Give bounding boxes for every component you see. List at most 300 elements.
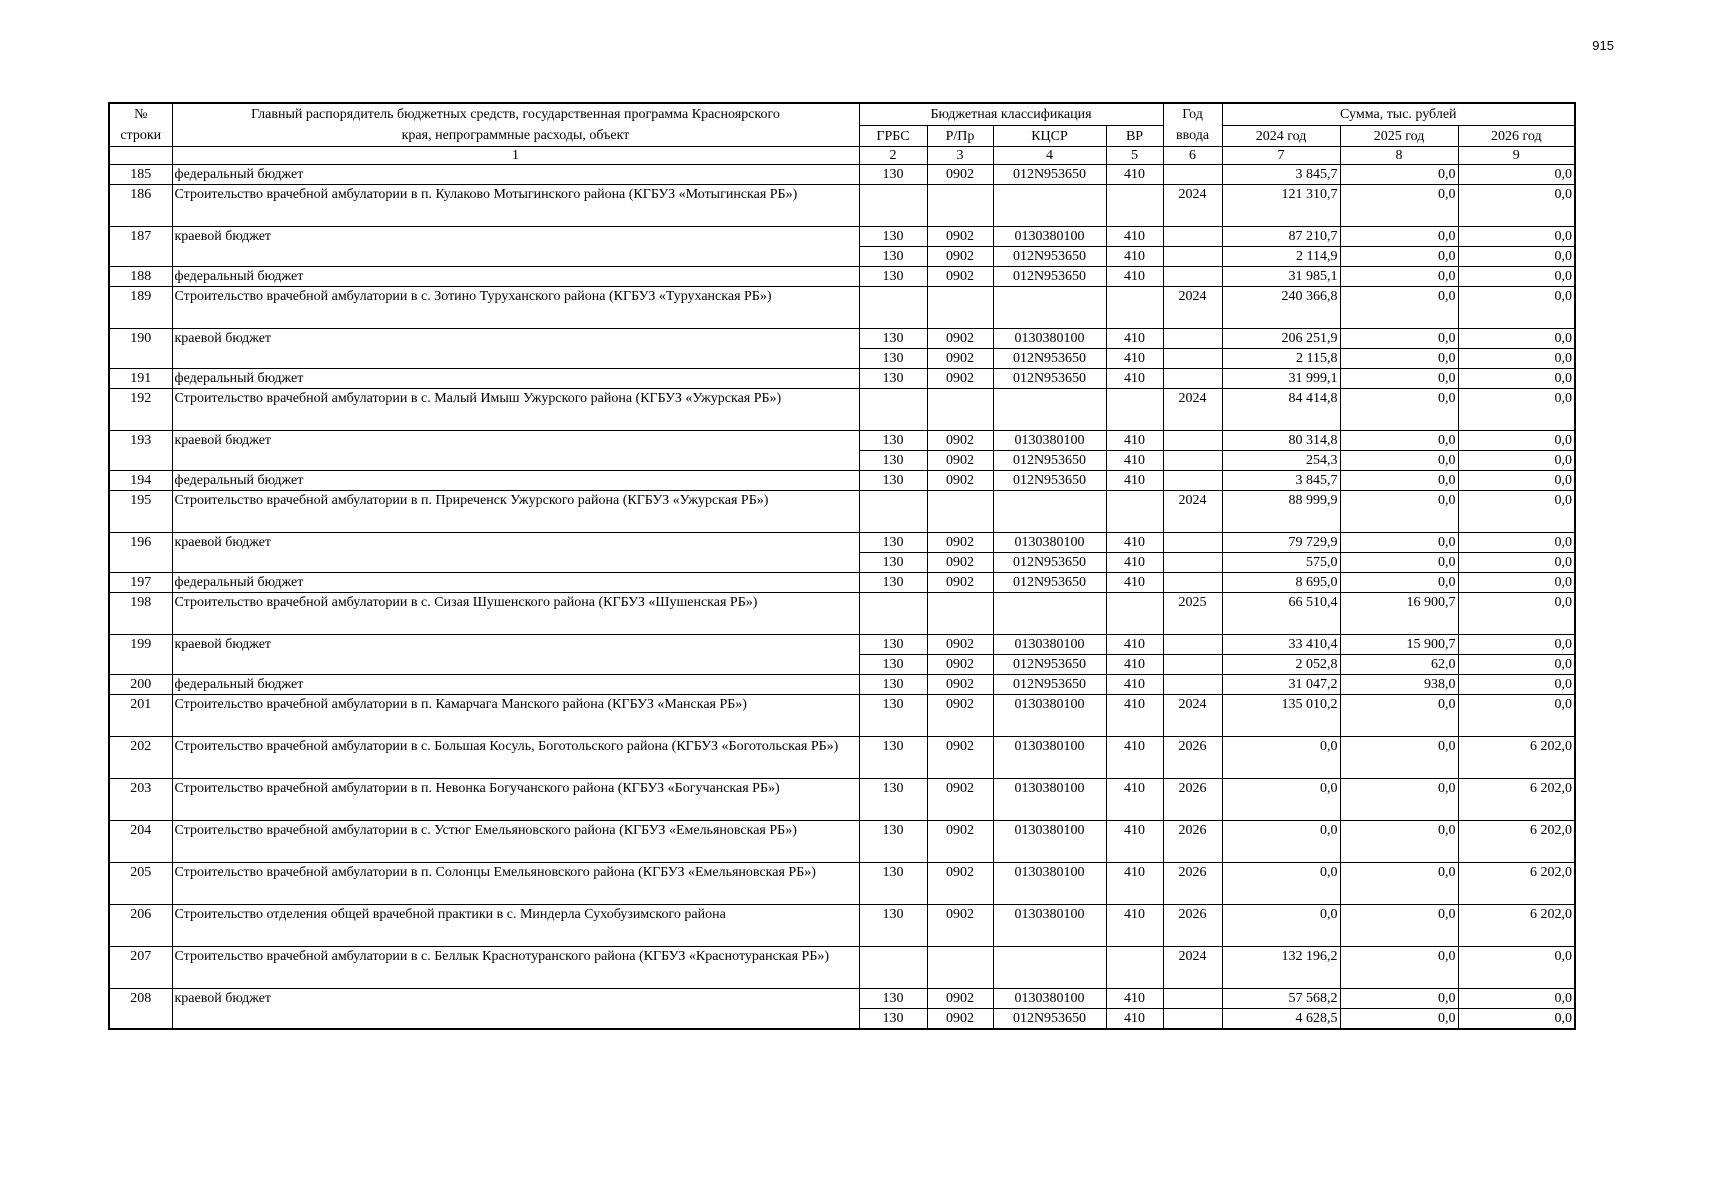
row-rp: 0902 [927, 695, 993, 737]
row-grbs: 130 [859, 737, 927, 779]
row-number: 208 [109, 989, 172, 1030]
row-name: федеральный бюджет [172, 369, 859, 389]
header-main-line1: Главный распорядитель бюджетных средств, государственная программа Красноярского [251, 107, 780, 122]
row-sum-2026: 0,0 [1458, 369, 1575, 389]
row-rp: 0902 [927, 267, 993, 287]
row-vr: 410 [1106, 451, 1163, 471]
row-grbs: 130 [859, 989, 927, 1009]
table-row [109, 675, 1575, 695]
row-sum-2025: 15 900,7 [1340, 635, 1458, 655]
row-name: федеральный бюджет [172, 267, 859, 287]
row-rp: 0902 [927, 737, 993, 779]
row-sum-2026: 0,0 [1458, 287, 1575, 329]
header-colnum-7: 7 [1222, 147, 1340, 165]
table-row [109, 695, 1575, 737]
row-rp: 0902 [927, 165, 993, 185]
row-name: краевой бюджет [172, 635, 859, 675]
row-year [1163, 227, 1222, 247]
row-sum-2024: 121 310,7 [1222, 185, 1340, 227]
row-sum-2026: 6 202,0 [1458, 821, 1575, 863]
table-row [109, 491, 1575, 533]
header-row-number-line1: № [134, 107, 148, 122]
row-rp: 0902 [927, 349, 993, 369]
table-row [109, 329, 1575, 349]
row-grbs [859, 491, 927, 533]
row-kcsr [993, 593, 1106, 635]
row-name: Строительство врачебной амбулатории в с. Устюг Емельяновского района (КГБУЗ «Емельяновская РБ») [172, 821, 859, 863]
row-rp [927, 593, 993, 635]
row-vr: 410 [1106, 533, 1163, 553]
row-sum-2025: 0,0 [1340, 349, 1458, 369]
row-year: 2024 [1163, 695, 1222, 737]
row-sum-2026: 0,0 [1458, 349, 1575, 369]
row-sum-2024: 0,0 [1222, 779, 1340, 821]
table-row [109, 165, 1575, 185]
row-vr: 410 [1106, 573, 1163, 593]
row-sum-2024: 206 251,9 [1222, 329, 1340, 349]
row-sum-2026: 0,0 [1458, 247, 1575, 267]
row-sum-2026: 0,0 [1458, 1009, 1575, 1030]
row-rp [927, 947, 993, 989]
row-sum-2025: 938,0 [1340, 675, 1458, 695]
row-sum-2025: 0,0 [1340, 267, 1458, 287]
row-sum-2024: 8 695,0 [1222, 573, 1340, 593]
row-sum-2024: 0,0 [1222, 863, 1340, 905]
row-sum-2024: 3 845,7 [1222, 165, 1340, 185]
row-sum-2026: 0,0 [1458, 185, 1575, 227]
row-sum-2025: 0,0 [1340, 451, 1458, 471]
row-sum-2024: 33 410,4 [1222, 635, 1340, 655]
row-kcsr: 0130380100 [993, 533, 1106, 553]
row-number: 196 [109, 533, 172, 573]
row-sum-2026: 0,0 [1458, 533, 1575, 553]
row-vr: 410 [1106, 329, 1163, 349]
row-number: 194 [109, 471, 172, 491]
row-vr: 410 [1106, 695, 1163, 737]
row-kcsr: 0130380100 [993, 227, 1106, 247]
row-vr: 410 [1106, 635, 1163, 655]
header-main-column [172, 103, 859, 147]
row-rp: 0902 [927, 471, 993, 491]
row-rp [927, 491, 993, 533]
row-vr: 410 [1106, 989, 1163, 1009]
row-vr: 410 [1106, 431, 1163, 451]
row-sum-2024: 88 999,9 [1222, 491, 1340, 533]
row-sum-2024: 0,0 [1222, 905, 1340, 947]
row-sum-2024: 132 196,2 [1222, 947, 1340, 989]
header-sum: Сумма, тыс. рублей [1222, 103, 1575, 126]
row-grbs: 130 [859, 247, 927, 267]
row-rp: 0902 [927, 533, 993, 553]
row-name: Строительство врачебной амбулатории в п. Кулаково Мотыгинского района (КГБУЗ «Мотыгинская РБ») [172, 185, 859, 227]
table-row [109, 573, 1575, 593]
row-name: Строительство врачебной амбулатории в п. Приреченск Ужурского района (КГБУЗ «Ужурская РБ») [172, 491, 859, 533]
row-grbs: 130 [859, 329, 927, 349]
row-sum-2025: 0,0 [1340, 389, 1458, 431]
row-number: 207 [109, 947, 172, 989]
header-colnum-4: 4 [993, 147, 1106, 165]
row-year: 2024 [1163, 491, 1222, 533]
row-sum-2026: 0,0 [1458, 675, 1575, 695]
row-grbs: 130 [859, 655, 927, 675]
row-sum-2024: 0,0 [1222, 737, 1340, 779]
row-rp: 0902 [927, 635, 993, 655]
row-kcsr: 012N953650 [993, 675, 1106, 695]
row-sum-2025: 0,0 [1340, 471, 1458, 491]
row-kcsr: 0130380100 [993, 821, 1106, 863]
row-sum-2025: 62,0 [1340, 655, 1458, 675]
row-grbs: 130 [859, 227, 927, 247]
row-sum-2024: 31 999,1 [1222, 369, 1340, 389]
row-grbs [859, 287, 927, 329]
row-kcsr: 0130380100 [993, 635, 1106, 655]
row-grbs [859, 593, 927, 635]
header-budget-classification: Бюджетная классификация [859, 103, 1163, 126]
row-kcsr: 0130380100 [993, 905, 1106, 947]
row-year [1163, 553, 1222, 573]
row-vr: 410 [1106, 737, 1163, 779]
row-year: 2026 [1163, 821, 1222, 863]
row-grbs: 130 [859, 635, 927, 655]
table-header [109, 103, 1575, 165]
row-year: 2024 [1163, 185, 1222, 227]
row-sum-2026: 0,0 [1458, 451, 1575, 471]
row-sum-2025: 0,0 [1340, 165, 1458, 185]
row-vr [1106, 389, 1163, 431]
row-kcsr [993, 491, 1106, 533]
row-kcsr: 012N953650 [993, 655, 1106, 675]
row-sum-2026: 6 202,0 [1458, 779, 1575, 821]
row-sum-2024: 87 210,7 [1222, 227, 1340, 247]
row-name: краевой бюджет [172, 533, 859, 573]
table-row [109, 779, 1575, 821]
row-rp: 0902 [927, 989, 993, 1009]
row-sum-2025: 0,0 [1340, 695, 1458, 737]
row-sum-2024: 31 047,2 [1222, 675, 1340, 695]
row-sum-2026: 0,0 [1458, 471, 1575, 491]
table-body [109, 165, 1575, 1030]
row-year [1163, 573, 1222, 593]
header-colnum-5: 5 [1106, 147, 1163, 165]
row-year [1163, 431, 1222, 451]
row-sum-2025: 0,0 [1340, 227, 1458, 247]
row-vr: 410 [1106, 227, 1163, 247]
row-sum-2024: 84 414,8 [1222, 389, 1340, 431]
row-kcsr [993, 287, 1106, 329]
row-vr: 410 [1106, 369, 1163, 389]
table-row [109, 369, 1575, 389]
row-sum-2026: 6 202,0 [1458, 863, 1575, 905]
row-vr [1106, 287, 1163, 329]
header-colnum-0 [109, 147, 172, 165]
row-year [1163, 247, 1222, 267]
row-number: 190 [109, 329, 172, 369]
row-sum-2024: 135 010,2 [1222, 695, 1340, 737]
row-name: Строительство врачебной амбулатории в с. Сизая Шушенского района (КГБУЗ «Шушенская РБ») [172, 593, 859, 635]
row-rp [927, 287, 993, 329]
row-number: 193 [109, 431, 172, 471]
row-sum-2025: 0,0 [1340, 737, 1458, 779]
row-kcsr: 012N953650 [993, 471, 1106, 491]
row-vr: 410 [1106, 675, 1163, 695]
row-rp: 0902 [927, 779, 993, 821]
row-vr: 410 [1106, 267, 1163, 287]
row-grbs: 130 [859, 165, 927, 185]
row-rp: 0902 [927, 821, 993, 863]
row-sum-2024: 80 314,8 [1222, 431, 1340, 451]
header-grbs: ГРБС [859, 126, 927, 147]
table-row [109, 863, 1575, 905]
row-grbs: 130 [859, 533, 927, 553]
row-vr: 410 [1106, 863, 1163, 905]
row-year [1163, 369, 1222, 389]
row-rp: 0902 [927, 675, 993, 695]
row-sum-2025: 0,0 [1340, 573, 1458, 593]
row-rp: 0902 [927, 451, 993, 471]
row-grbs: 130 [859, 349, 927, 369]
header-2025: 2025 год [1340, 126, 1458, 147]
row-grbs: 130 [859, 675, 927, 695]
table-row [109, 389, 1575, 431]
row-number: 206 [109, 905, 172, 947]
row-year: 2026 [1163, 737, 1222, 779]
row-grbs: 130 [859, 905, 927, 947]
row-sum-2025: 0,0 [1340, 989, 1458, 1009]
table-row [109, 947, 1575, 989]
row-sum-2025: 0,0 [1340, 369, 1458, 389]
row-grbs: 130 [859, 471, 927, 491]
row-number: 203 [109, 779, 172, 821]
row-number: 189 [109, 287, 172, 329]
row-grbs: 130 [859, 431, 927, 451]
row-sum-2025: 16 900,7 [1340, 593, 1458, 635]
table-row [109, 737, 1575, 779]
row-year [1163, 349, 1222, 369]
row-kcsr: 012N953650 [993, 267, 1106, 287]
row-sum-2024: 79 729,9 [1222, 533, 1340, 553]
row-grbs: 130 [859, 451, 927, 471]
header-colnum-2: 2 [859, 147, 927, 165]
row-name: федеральный бюджет [172, 675, 859, 695]
row-name: федеральный бюджет [172, 573, 859, 593]
row-number: 195 [109, 491, 172, 533]
table-row [109, 431, 1575, 451]
row-sum-2026: 0,0 [1458, 227, 1575, 247]
row-year: 2024 [1163, 287, 1222, 329]
row-kcsr: 012N953650 [993, 247, 1106, 267]
row-number: 199 [109, 635, 172, 675]
row-year [1163, 267, 1222, 287]
row-year: 2024 [1163, 947, 1222, 989]
row-rp: 0902 [927, 863, 993, 905]
row-vr: 410 [1106, 553, 1163, 573]
row-sum-2024: 2 115,8 [1222, 349, 1340, 369]
header-year [1163, 103, 1222, 147]
row-year: 2025 [1163, 593, 1222, 635]
row-sum-2024: 66 510,4 [1222, 593, 1340, 635]
row-kcsr: 012N953650 [993, 349, 1106, 369]
row-kcsr: 012N953650 [993, 553, 1106, 573]
row-sum-2025: 0,0 [1340, 947, 1458, 989]
row-kcsr [993, 389, 1106, 431]
row-sum-2024: 3 845,7 [1222, 471, 1340, 491]
row-year [1163, 989, 1222, 1009]
row-name: Строительство врачебной амбулатории в с. Беллык Краснотуранского района (КГБУЗ «Краснотуранская РБ») [172, 947, 859, 989]
row-number: 191 [109, 369, 172, 389]
row-name: Строительство отделения общей врачебной практики в с. Миндерла Сухобузимского района [172, 905, 859, 947]
table-row [109, 593, 1575, 635]
row-vr: 410 [1106, 349, 1163, 369]
row-kcsr [993, 185, 1106, 227]
table-row [109, 821, 1575, 863]
row-rp: 0902 [927, 369, 993, 389]
row-grbs: 130 [859, 695, 927, 737]
row-rp: 0902 [927, 553, 993, 573]
row-sum-2026: 0,0 [1458, 695, 1575, 737]
row-vr: 410 [1106, 779, 1163, 821]
row-sum-2025: 0,0 [1340, 287, 1458, 329]
row-kcsr: 012N953650 [993, 573, 1106, 593]
row-sum-2024: 240 366,8 [1222, 287, 1340, 329]
row-number: 204 [109, 821, 172, 863]
row-number: 201 [109, 695, 172, 737]
row-name: федеральный бюджет [172, 165, 859, 185]
header-rp: Р/Пр [927, 126, 993, 147]
header-row-number-line2: строки [120, 128, 162, 143]
header-colnum-9: 9 [1458, 147, 1575, 165]
row-sum-2024: 575,0 [1222, 553, 1340, 573]
row-year [1163, 655, 1222, 675]
row-name: федеральный бюджет [172, 471, 859, 491]
row-number: 205 [109, 863, 172, 905]
row-rp [927, 185, 993, 227]
row-sum-2025: 0,0 [1340, 185, 1458, 227]
row-sum-2026: 0,0 [1458, 389, 1575, 431]
row-kcsr: 0130380100 [993, 863, 1106, 905]
header-kcsr: КЦСР [993, 126, 1106, 147]
row-vr [1106, 185, 1163, 227]
row-grbs: 130 [859, 863, 927, 905]
row-grbs [859, 947, 927, 989]
row-kcsr: 0130380100 [993, 737, 1106, 779]
row-rp: 0902 [927, 655, 993, 675]
row-vr: 410 [1106, 471, 1163, 491]
row-grbs: 130 [859, 1009, 927, 1030]
row-sum-2026: 0,0 [1458, 491, 1575, 533]
row-sum-2026: 0,0 [1458, 329, 1575, 349]
table-row [109, 905, 1575, 947]
row-number: 192 [109, 389, 172, 431]
row-kcsr: 0130380100 [993, 989, 1106, 1009]
row-name: Строительство врачебной амбулатории в с. Малый Имыш Ужурского района (КГБУЗ «Ужурская РБ») [172, 389, 859, 431]
row-kcsr: 0130380100 [993, 779, 1106, 821]
row-rp: 0902 [927, 1009, 993, 1030]
header-colnum-3: 3 [927, 147, 993, 165]
table-row [109, 227, 1575, 247]
table-row [109, 533, 1575, 553]
row-grbs: 130 [859, 369, 927, 389]
row-vr: 410 [1106, 655, 1163, 675]
row-kcsr: 0130380100 [993, 329, 1106, 349]
row-vr: 410 [1106, 1009, 1163, 1030]
row-sum-2025: 0,0 [1340, 431, 1458, 451]
row-rp: 0902 [927, 573, 993, 593]
row-kcsr: 012N953650 [993, 1009, 1106, 1030]
row-number: 198 [109, 593, 172, 635]
row-name: краевой бюджет [172, 227, 859, 267]
table-row [109, 267, 1575, 287]
row-sum-2026: 6 202,0 [1458, 737, 1575, 779]
row-sum-2025: 0,0 [1340, 821, 1458, 863]
row-sum-2025: 0,0 [1340, 553, 1458, 573]
row-vr [1106, 593, 1163, 635]
row-rp: 0902 [927, 227, 993, 247]
row-rp: 0902 [927, 431, 993, 451]
row-sum-2024: 0,0 [1222, 821, 1340, 863]
row-name: Строительство врачебной амбулатории в п. Солонцы Емельяновского района (КГБУЗ «Емельяновская РБ») [172, 863, 859, 905]
row-sum-2026: 0,0 [1458, 165, 1575, 185]
table-row [109, 471, 1575, 491]
row-sum-2026: 0,0 [1458, 947, 1575, 989]
row-kcsr [993, 947, 1106, 989]
table-row [109, 287, 1575, 329]
row-number: 188 [109, 267, 172, 287]
header-colnum-1: 1 [172, 147, 859, 165]
row-name: краевой бюджет [172, 989, 859, 1030]
row-sum-2025: 0,0 [1340, 905, 1458, 947]
row-year: 2026 [1163, 863, 1222, 905]
row-name: Строительство врачебной амбулатории в п. Невонка Богучанского района (КГБУЗ «Богучанская РБ») [172, 779, 859, 821]
row-vr: 410 [1106, 821, 1163, 863]
row-vr: 410 [1106, 247, 1163, 267]
row-grbs [859, 389, 927, 431]
row-sum-2025: 0,0 [1340, 863, 1458, 905]
row-kcsr: 012N953650 [993, 165, 1106, 185]
row-sum-2026: 6 202,0 [1458, 905, 1575, 947]
header-year-line1: Год [1182, 107, 1203, 122]
row-kcsr: 0130380100 [993, 431, 1106, 451]
header-colnum-8: 8 [1340, 147, 1458, 165]
row-sum-2025: 0,0 [1340, 779, 1458, 821]
row-sum-2024: 2 052,8 [1222, 655, 1340, 675]
row-sum-2026: 0,0 [1458, 655, 1575, 675]
row-year: 2024 [1163, 389, 1222, 431]
row-grbs [859, 185, 927, 227]
row-sum-2024: 31 985,1 [1222, 267, 1340, 287]
header-2026: 2026 год [1458, 126, 1575, 147]
row-grbs: 130 [859, 553, 927, 573]
row-sum-2026: 0,0 [1458, 431, 1575, 451]
row-vr [1106, 947, 1163, 989]
header-vr: ВР [1106, 126, 1163, 147]
row-sum-2026: 0,0 [1458, 635, 1575, 655]
budget-table [108, 102, 1576, 1030]
row-number: 200 [109, 675, 172, 695]
row-year [1163, 675, 1222, 695]
row-kcsr: 012N953650 [993, 369, 1106, 389]
row-sum-2024: 254,3 [1222, 451, 1340, 471]
row-grbs: 130 [859, 779, 927, 821]
row-rp: 0902 [927, 905, 993, 947]
row-grbs: 130 [859, 821, 927, 863]
table-row [109, 635, 1575, 655]
row-sum-2026: 0,0 [1458, 573, 1575, 593]
row-sum-2024: 2 114,9 [1222, 247, 1340, 267]
row-year [1163, 1009, 1222, 1030]
header-colnum-6: 6 [1163, 147, 1222, 165]
row-year: 2026 [1163, 779, 1222, 821]
row-number: 186 [109, 185, 172, 227]
